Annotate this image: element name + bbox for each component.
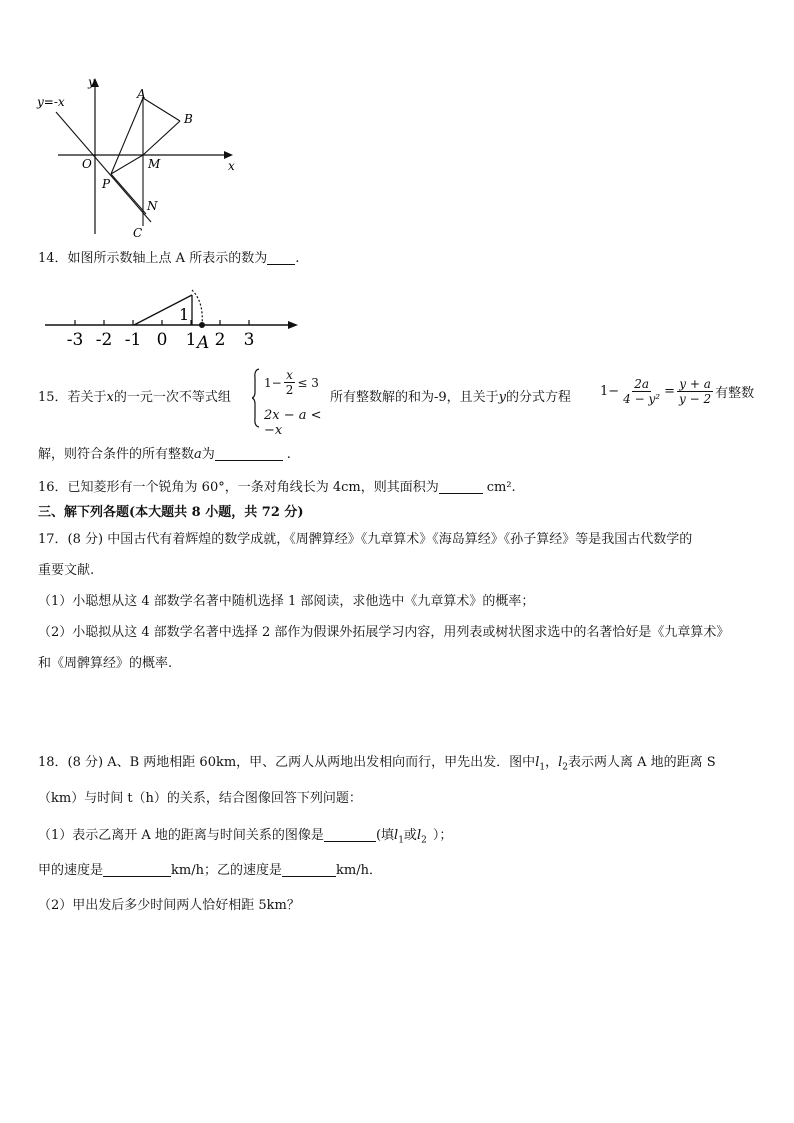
question-18-line1 bbox=[38, 754, 716, 777]
eq-den2: y − 2 bbox=[679, 392, 712, 406]
q15-answer-blank[interactable] bbox=[215, 446, 283, 461]
q18-part1-blank[interactable] bbox=[324, 827, 376, 842]
tick-label: 2 bbox=[214, 330, 226, 350]
q15-line2-mid: 为 bbox=[201, 447, 215, 462]
eq-fraction-2 bbox=[677, 377, 713, 406]
eq-num2: y + a bbox=[679, 377, 711, 391]
q15-var-y: y bbox=[498, 390, 507, 405]
q18-speed-unit1: km/h；乙的速度是 bbox=[171, 863, 282, 878]
question-18-part1 bbox=[38, 827, 452, 850]
q18-l2: l bbox=[558, 755, 563, 770]
inequality-1 bbox=[264, 368, 319, 397]
question-18-speeds bbox=[38, 862, 382, 880]
segment-pn bbox=[111, 174, 146, 214]
q18-l1-sub: 1 bbox=[539, 762, 546, 773]
point-a-label: A bbox=[197, 333, 210, 352]
q18-l2-sub: 2 bbox=[562, 762, 569, 773]
q16-answer-blank[interactable] bbox=[439, 479, 483, 494]
ineq1-num: x bbox=[286, 368, 293, 382]
compass-arc bbox=[192, 290, 202, 325]
question-17-line1: 17．(8 分) 中国古代有着辉煌的数学成就，《周髀算经》《九章算术》《海岛算经》《孙子算经》等是我国古代数学的 bbox=[38, 532, 693, 547]
tick-label: -3 bbox=[66, 330, 84, 350]
question-15-line1 bbox=[38, 389, 231, 407]
question-16 bbox=[38, 479, 516, 497]
label-x: x bbox=[228, 159, 235, 173]
inequality-system bbox=[252, 368, 342, 438]
label-m: M bbox=[148, 157, 161, 171]
q14-end: . bbox=[295, 251, 300, 266]
ineq1-fraction bbox=[284, 368, 296, 397]
segment-pa bbox=[111, 98, 143, 174]
number-line-figure bbox=[40, 282, 310, 352]
inequality-2: 2x − a < −x bbox=[264, 408, 322, 438]
eq-num1: 2a bbox=[634, 377, 650, 391]
label-b: B bbox=[184, 112, 193, 126]
question-18-line2: （km）与时间 t（h）的关系，结合图像回答下列问题： bbox=[38, 791, 362, 806]
ineq1-left: 1− bbox=[264, 375, 282, 390]
ineq1-right: ≤ 3 bbox=[297, 375, 319, 390]
question-15-line2 bbox=[38, 446, 291, 464]
label-line: y=-x bbox=[37, 95, 65, 109]
question-14 bbox=[38, 250, 299, 268]
q18-speed-jia-blank[interactable] bbox=[103, 862, 171, 877]
q15-mid2: 所有整数解的和为-9，且关于 bbox=[330, 390, 499, 405]
q15-line2-prefix: 解，则符合条件的所有整数 bbox=[38, 447, 195, 462]
label-n: N bbox=[147, 199, 158, 213]
q18-part1-fill: (填 bbox=[375, 828, 395, 843]
segment-pm bbox=[111, 155, 143, 174]
q16-text: 16．已知菱形有一个锐角为 60°，一条对角线长为 4cm，则其面积为 bbox=[38, 480, 439, 495]
q14-answer-blank[interactable] bbox=[267, 250, 295, 265]
tick-label: -1 bbox=[124, 330, 142, 350]
label-y: y bbox=[88, 75, 95, 89]
q18-part1-l1: l bbox=[394, 828, 399, 843]
q15-line2-end: . bbox=[286, 447, 291, 462]
eq-den1: 4 − y² bbox=[623, 392, 661, 406]
geometry-figure bbox=[34, 74, 244, 244]
q18-part1-l1-sub: 1 bbox=[398, 835, 404, 846]
system-brace bbox=[252, 368, 260, 428]
q18-l1: l bbox=[535, 755, 540, 770]
label-a: A bbox=[137, 87, 146, 101]
tick-label: 1 bbox=[185, 330, 197, 350]
q16-unit: cm². bbox=[486, 480, 516, 495]
tick-label: 3 bbox=[243, 330, 255, 350]
q18-speed-yi-blank[interactable] bbox=[282, 862, 336, 877]
question-17-line2: 重要文献. bbox=[38, 563, 95, 578]
segment-ab bbox=[143, 98, 180, 121]
q18-comma: ， bbox=[545, 755, 559, 770]
question-18-part2: （2）甲出发后多少时间两人恰好相距 5km？ bbox=[38, 898, 300, 913]
q18-line1-prefix: 18．(8 分) A、B 两地相距 60km，甲、乙两人从两地出发相向而行，甲先出发．图中 bbox=[38, 755, 536, 770]
x-axis-arrow bbox=[224, 151, 233, 159]
q18-speed-jia: 甲的速度是 bbox=[38, 863, 104, 878]
q18-part1-prefix: （1）表示乙离开 A 地的距离与时间关系的图像是 bbox=[38, 828, 324, 843]
q18-part1-end: ）； bbox=[432, 828, 453, 843]
question-17-part1: （1）小聪想从这 4 部数学名著中随机选择 1 部阅读，求他选中《九章算术》的概率； bbox=[38, 594, 535, 609]
number-line-arrow bbox=[288, 321, 298, 329]
eq-left: 1− bbox=[600, 384, 620, 399]
side-label-1: 1 bbox=[179, 305, 190, 324]
q15-mid4: 有整数 bbox=[715, 386, 755, 401]
section-3-title: 三、解下列各题(本大题共 8 小题，共 72 分) bbox=[38, 505, 304, 520]
question-17-part2-line1: （2）小聪拟从这 4 部数学名著中选择 2 部作为假课外拓展学习内容，用列表或树状图求选中的名著恰好是《九章算术》 bbox=[38, 625, 730, 640]
label-c: C bbox=[133, 226, 143, 240]
q18-part1-l2: l bbox=[416, 828, 422, 843]
q15-mid3: 的分式方程 bbox=[506, 390, 572, 405]
q15-var-a: a bbox=[194, 447, 202, 462]
tick-label: -2 bbox=[95, 330, 113, 350]
label-p: P bbox=[102, 177, 111, 191]
q15-var-x: x bbox=[106, 390, 114, 405]
question-15-line1-right bbox=[330, 389, 571, 407]
q18-line1-suffix: 表示两人离 A 地的距离 S bbox=[568, 755, 716, 770]
eq-sign: = bbox=[664, 384, 675, 399]
question-17-part2-line2: 和《周髀算经》的概率. bbox=[38, 656, 173, 671]
line-y-neg-x bbox=[56, 112, 151, 222]
point-a-dot[interactable] bbox=[199, 322, 205, 328]
segment-bm bbox=[143, 121, 180, 155]
ineq1-den: 2 bbox=[285, 383, 294, 397]
q18-speed-unit2: km/h． bbox=[335, 863, 382, 878]
fraction-equation bbox=[600, 377, 754, 406]
q14-text: 14．如图所示数轴上点 A 所表示的数为 bbox=[38, 251, 268, 266]
q15-prefix: 15．若关于 bbox=[38, 390, 107, 405]
label-o: O bbox=[82, 157, 92, 171]
eq-fraction-1 bbox=[621, 377, 662, 406]
tick-label: 0 bbox=[156, 330, 168, 350]
q15-mid1: 的一元一次不等式组 bbox=[113, 390, 231, 405]
q18-part1-l2-sub: 2 bbox=[421, 835, 427, 846]
q18-part1-or: 或 bbox=[403, 828, 417, 843]
